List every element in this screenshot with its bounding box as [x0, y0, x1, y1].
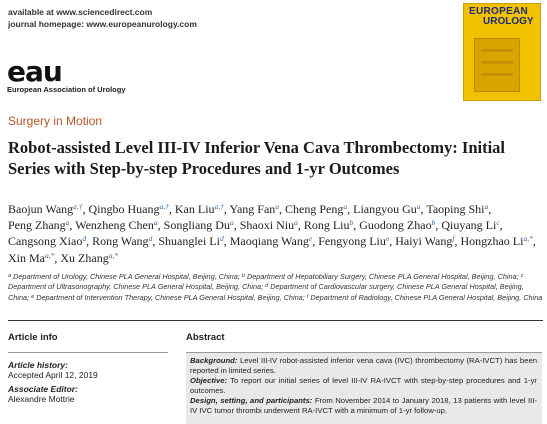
author-affiliation-marker: e	[308, 234, 313, 244]
author-name[interactable]: Wenzheng Chen	[75, 218, 154, 233]
abstract-section-text: To report our initial series of level III-IV RA-IVCT with step-by-step procedures and 1-yr outcomes.	[190, 376, 537, 395]
author-name[interactable]: Haiyi Wang	[395, 234, 453, 249]
author-name[interactable]: Peng Zhang	[8, 218, 66, 233]
abstract-section-label: Background:	[190, 356, 238, 365]
author-list: Baojun Wang$^{a,\dagger}$, Qingbo Huang$^{a,\dagger}$, Kan Liu$^{a,\dagger}$, Yang Fan$^a$, Cheng Peng$^a$, Liangyou Gu$^a$, Taoping Shi$^a$, Peng Zhang$^a$, Wenzheng Chen$^a$, Songliang Du$^a$, Shaoxi Niu$^a$, Rong Liu$^b$, Guodong Zhao$^b$, Qiuyang Li$^c$, Cangsong Xiao$^d$, Rong Wang$^d$, Shuanglei Li$^d$, Maoqiang Wang$^e$, Fengyong Liu$^e$, Haiyi Wang$^f$, Hongzhao $Li^{a,*}$, Xin $Ma^{a,*}$, Xu Zhang$^{a,*}$	[8, 202, 536, 265]
affiliation-text: Department of Ultrasonography, Chinese PLA General Hospital, Beijing, China;	[8, 282, 264, 292]
affiliation-text: Department of Radiology, Chinese PLA General Hospital, Beijing, China	[310, 292, 543, 302]
affiliation-text: Department of Hepatobiliary Surgery, Chinese PLA General Hospital, Beijing, China;	[246, 272, 519, 281]
affiliation-text: Department of Intervention Therapy, Chinese PLA General Hospital, Beijing, China;	[36, 292, 305, 302]
author-name[interactable]: Shaoxi Niu	[239, 218, 295, 233]
article-title: Robot-assisted Level III-IV Inferior Vena Cava Thrombectomy: Initial Series with Step-by-step Procedures and 1-yr Outcomes	[8, 138, 506, 178]
author-affiliation-marker: a,*	[523, 234, 533, 244]
author-name[interactable]: Guodong Zhao	[359, 218, 432, 233]
author-name[interactable]: Cheng Peng	[285, 202, 344, 216]
author-affiliation-marker: b	[349, 218, 354, 228]
abstract-section-text: Level III-IV robot-assisted inferior vena cava (IVC) thrombectomy (RA-IVCT) has been reported in limited series.	[190, 356, 537, 375]
author-affiliation-marker: e	[385, 234, 390, 244]
affiliation-marker: d	[265, 283, 269, 290]
author-affiliation-marker: a	[275, 202, 280, 211]
abstract-heading: Abstract	[186, 332, 225, 343]
abstract-column	[186, 332, 542, 424]
divider	[8, 352, 168, 353]
affiliation-marker: c	[520, 273, 524, 279]
article-history-label: Article history:	[8, 360, 68, 370]
abstract-section-label: Objective:	[190, 376, 228, 385]
abstract-section	[190, 356, 537, 376]
affiliation-marker: e	[31, 293, 35, 300]
author-affiliation-marker: a	[229, 218, 234, 228]
associate-editor-label: Associate Editor:	[8, 384, 78, 394]
author-name[interactable]: Hongzhao Li	[460, 234, 524, 249]
author-name[interactable]: Liangyou Gu	[353, 202, 417, 216]
author-name[interactable]: Xu Zhang	[60, 250, 109, 265]
affiliation-marker: f	[306, 293, 309, 300]
affiliation-text: Department of Urology, Chinese PLA General Hospital, Beijing, China;	[13, 272, 240, 281]
author-affiliation-marker: a	[153, 218, 158, 228]
author-name[interactable]: Baojun Wang	[8, 202, 74, 216]
abstract-section-text: From November 2014 to January 2018, 13 patients with level III-IV IVC tumor thrombi underwent RA-IVCT with a minimum of 1-yr follow-up.	[190, 396, 538, 415]
affiliation-marker: b	[241, 273, 245, 279]
author-name[interactable]: Kan Liu	[174, 202, 215, 216]
author-name[interactable]: Maoqiang Wang	[229, 234, 309, 249]
abstract-section	[190, 396, 537, 416]
author-affiliation-marker: a,†	[159, 202, 169, 211]
associate-editor-value: Alexandre Mottrie	[8, 394, 75, 404]
author-affiliation-marker: a,†	[214, 202, 224, 211]
divider	[8, 320, 543, 321]
abstract-box	[186, 353, 542, 424]
author-affiliation-marker: a	[484, 202, 489, 211]
author-affiliation-marker: a	[343, 202, 348, 211]
article-history-value: Accepted April 12, 2019	[8, 370, 98, 380]
author-name[interactable]: Qingbo Huang	[88, 202, 160, 216]
author-affiliation-marker: d	[148, 234, 153, 244]
abstract-section-label: Design, setting, and participants:	[190, 396, 313, 405]
journal-header	[8, 6, 197, 30]
article-info-heading: Article info	[8, 332, 58, 343]
author-name[interactable]: Taoping Shi	[426, 202, 485, 216]
eau-logo-org: European Association of Urology	[7, 85, 126, 94]
author-affiliation-marker: d	[219, 234, 224, 244]
author-affiliation-marker: c	[496, 218, 500, 228]
author-affiliation-marker: a,*	[45, 250, 55, 260]
cover-title	[469, 7, 537, 27]
cover-title-line2: UROLOGY	[483, 16, 534, 27]
author-name[interactable]: Fengyong Liu	[318, 234, 386, 249]
eau-logo-mark: eau	[7, 55, 62, 88]
affiliations	[8, 272, 543, 303]
author-name[interactable]: Qiuyang Li	[441, 218, 497, 233]
author-affiliation-marker: a,*	[108, 250, 119, 260]
cover-title-line1: EUROPEAN	[469, 6, 529, 17]
author-name[interactable]: Songliang Du	[163, 218, 230, 233]
author-name[interactable]: Rong Liu	[303, 218, 350, 233]
author-name[interactable]: Yang Fan	[229, 202, 276, 216]
eau-logo	[7, 55, 126, 94]
author-name[interactable]: Xin Ma	[8, 250, 45, 265]
author-affiliation-marker: a,†	[73, 202, 83, 211]
author-affiliation-marker: d	[82, 234, 87, 244]
journal-homepage-line: journal homepage: www.europeanurology.com	[8, 19, 197, 29]
cover-illustration	[474, 38, 520, 92]
author-name[interactable]: Cangsong Xiao	[8, 234, 83, 249]
author-name[interactable]: Rong Wang	[92, 234, 149, 249]
author-affiliation-marker: f	[452, 234, 455, 244]
sciencedirect-line: available at www.sciencedirect.com	[8, 7, 153, 17]
author-affiliation-marker: b	[431, 218, 436, 228]
author-affiliation-marker: a	[416, 202, 421, 211]
author-name[interactable]: Shuanglei Li	[158, 234, 220, 249]
section-label: Surgery in Motion	[8, 114, 103, 128]
author-affiliation-marker: a	[294, 218, 298, 228]
affiliation-text: Department of Cardiovascular surgery, Chinese PLA General Hospital, Beijing, China;	[8, 282, 524, 302]
author-affiliation-marker: a	[65, 218, 70, 228]
journal-cover-image	[463, 3, 541, 101]
abstract-section	[190, 376, 537, 396]
affiliation-marker: a	[8, 273, 12, 279]
article-info-column	[8, 332, 168, 408]
